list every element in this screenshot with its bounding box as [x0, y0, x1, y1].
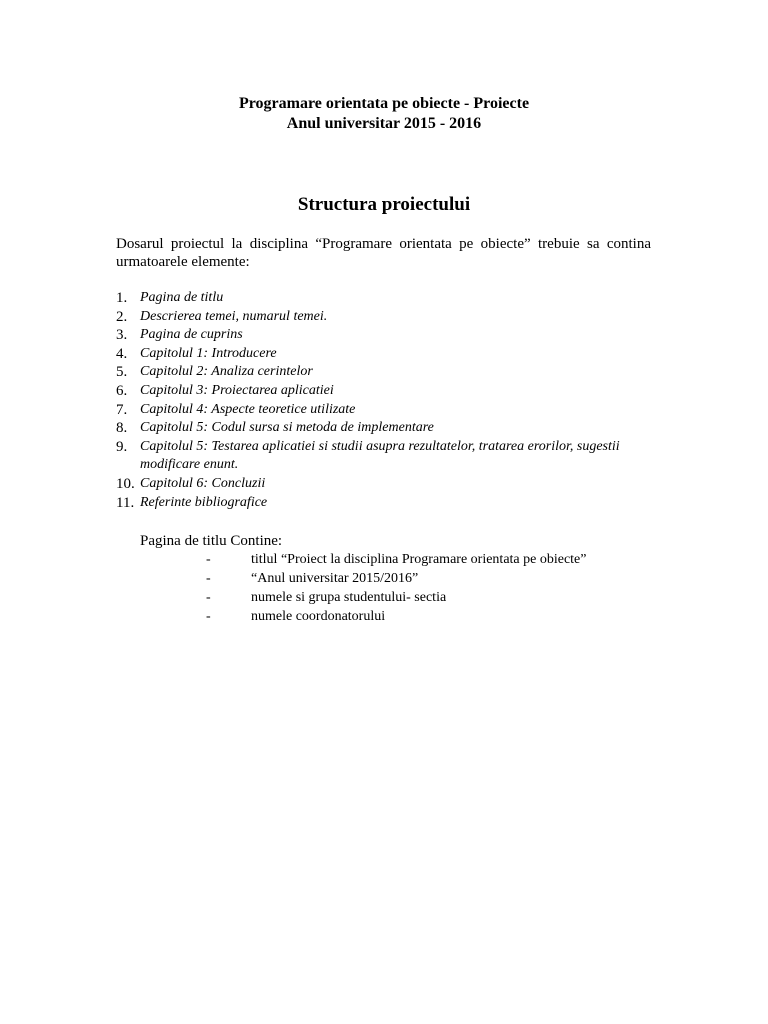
list-item: [116, 382, 656, 401]
list-item-number: 3.: [116, 327, 128, 344]
list-item-number: 9.: [116, 438, 128, 455]
list-item: [116, 494, 656, 513]
document-header-course: Programare orientata pe obiecte - Proiecte: [238, 95, 530, 112]
list-item-text: Capitolul 1: Introducere: [140, 345, 277, 361]
document-header-year: Anul universitar 2015 - 2016: [286, 115, 482, 132]
cover-list-item-text: numele si grupa studentului- sectia: [251, 590, 447, 605]
list-item-number: 7.: [116, 401, 128, 418]
dash-bullet: -: [206, 609, 211, 624]
list-item-number: 1.: [116, 290, 128, 306]
cover-page-heading: Pagina de titlu Contine:: [140, 533, 283, 549]
list-item-text: Capitolul 5: Codul sursa si metoda de implementare: [140, 420, 434, 436]
list-item: [116, 289, 656, 308]
list-item: [116, 326, 656, 345]
list-item-number: 6.: [116, 382, 128, 399]
list-item-text: Pagina de titlu: [140, 290, 224, 305]
list-item-text: Capitolul 2: Analiza cerintelor: [140, 364, 313, 380]
list-item-text: Descrierea temei, numarul temei.: [140, 308, 328, 324]
dash-bullet: -: [206, 590, 211, 605]
cover-list-item: [206, 588, 586, 607]
dash-bullet: -: [206, 571, 211, 586]
cover-list-item: [206, 607, 586, 626]
list-item-number: 2.: [116, 308, 128, 325]
list-item-text: Capitolul 6: Concluzii: [140, 475, 266, 491]
list-item: [116, 308, 656, 327]
cover-list-item-text: numele coordonatorului: [251, 609, 386, 624]
list-item-number: 10.: [116, 475, 135, 492]
list-item-text: Referinte bibliografice: [140, 494, 268, 510]
structure-list: [116, 289, 656, 512]
list-item-number: 8.: [116, 420, 128, 437]
list-item-number: 4.: [116, 345, 128, 362]
list-item: [116, 419, 656, 438]
list-item: [116, 363, 656, 382]
cover-list-item: [206, 569, 586, 588]
section-title: Structura proiectului: [297, 194, 471, 215]
cover-list-item-text: titlul “Proiect la disciplina Programare orientata pe obiecte”: [251, 552, 587, 567]
list-item: [116, 345, 656, 364]
list-item-number: 11.: [116, 494, 135, 511]
list-item-text: Capitolul 4: Aspecte teoretice utilizate: [140, 401, 356, 417]
list-item-number: 5.: [116, 364, 128, 381]
cover-page-list: [206, 550, 586, 626]
list-item-text: Capitolul 5: Testarea aplicatiei si studii asupra rezultatelor, tratarea erorilor, sugestii modificare enunt.: [140, 438, 620, 473]
list-item: [116, 475, 656, 494]
cover-list-item-text: “Anul universitar 2015/2016”: [251, 571, 419, 586]
intro-paragraph: Dosarul proiectul la disciplina “Programare orientata pe obiecte” trebuie sa contina urmatoarele elemente:: [116, 236, 651, 270]
dash-bullet: -: [206, 552, 211, 567]
cover-list-item: [206, 550, 586, 569]
list-item: [116, 438, 656, 475]
list-item-text: Capitolul 3: Proiectarea aplicatiei: [140, 382, 334, 398]
list-item-text: Pagina de cuprins: [140, 327, 243, 343]
list-item: [116, 401, 656, 420]
